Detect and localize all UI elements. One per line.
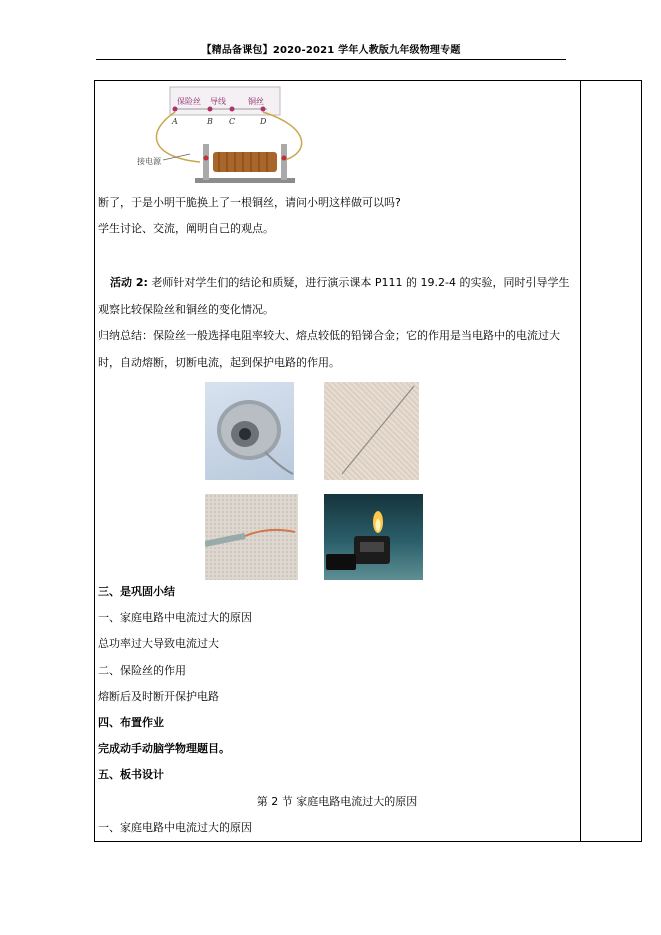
fuse-wire-spool-photo [205, 382, 294, 480]
s3-item2-detail: 熔断后及时断开保护电路 [98, 690, 219, 703]
terminal-a [173, 107, 178, 112]
point-b: B [207, 117, 213, 126]
text-line-2: 学生讨论、交流，阐明自己的观点。 [98, 222, 274, 235]
s3-item1: 一、家庭电路中电流过大的原因 [98, 611, 252, 624]
section4-title: 四、布置作业 [98, 716, 164, 729]
table-column-divider [580, 80, 581, 842]
point-a: A [172, 117, 178, 126]
page-header: 【精品备课包】2020-2021 学年人教版九年级物理专题 [201, 45, 461, 56]
lead-wire-left [156, 112, 200, 162]
solenoid-stand-left [203, 144, 209, 180]
solenoid-terminal-right [282, 156, 287, 161]
summary-paragraph: 归纳总结：保险丝一般选择电阻率较大、熔点较低的铅锑合金；它的作用是当电路中的电流过大时，自动熔断，切断电流，起到保护电路的作用。 [98, 329, 560, 369]
activity2-text: 老师针对学生们的结论和质疑，进行演示课本 P111 的 19.2-4 的实验，同时引导学生观察比较保险丝和铜丝的变化情况。 [98, 276, 570, 316]
power-pointer [163, 154, 190, 160]
homework-text: 完成动手动脑学物理题目。 [98, 742, 230, 755]
lighter-flame-photo [324, 494, 423, 580]
terminal-b [208, 107, 213, 112]
solenoid-terminal-left [204, 156, 209, 161]
point-d: D [260, 117, 267, 126]
power-label: 接电源 [137, 157, 161, 166]
s3-item1-detail: 总功率过大导致电流过大 [98, 637, 219, 650]
point-c: C [229, 117, 236, 126]
solenoid-base [195, 178, 295, 183]
section3-title: 三、是巩固小结 [98, 585, 175, 598]
s3-item2: 二、保险丝的作用 [98, 664, 186, 677]
activity2-label: 活动 2: [110, 276, 148, 289]
board-item1: 一、家庭电路中电流过大的原因 [98, 821, 252, 834]
copper-wire-photo [205, 494, 298, 580]
terminal-d [261, 107, 266, 112]
label-fuse: 保险丝 [177, 97, 201, 106]
section5-title: 五、板书设计 [98, 768, 164, 781]
thin-wire-photo [324, 382, 419, 480]
label-copper: 铜丝 [248, 97, 264, 106]
board-title: 第 2 节 家庭电路电流过大的原因 [256, 795, 418, 808]
activity2-paragraph [98, 269, 578, 323]
label-wire: 导线 [210, 97, 226, 106]
circuit-diagram [135, 82, 325, 194]
terminal-c [230, 107, 235, 112]
header-rule [96, 59, 566, 60]
text-line-1: 断了，于是小明干脆换上了一根铜丝，请问小明这样做可以吗? [98, 196, 401, 209]
solenoid-stand-right [281, 144, 287, 180]
